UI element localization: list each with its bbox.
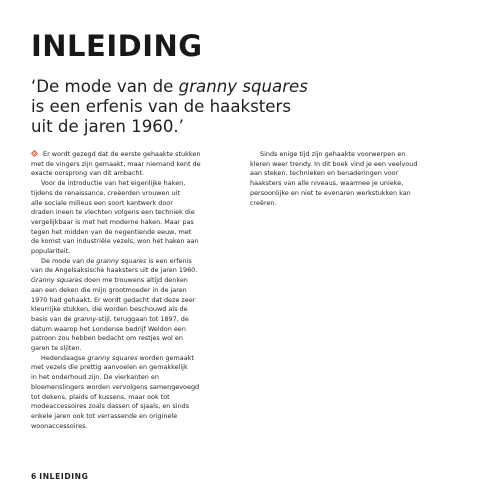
paragraph-2-line-1: Voor de introductie van het eigenlijke haken,: [41, 179, 186, 188]
paragraph-2-line-6: tegen het midden van de negentiende eeuw, met: [31, 227, 192, 236]
paragraph-3-line-8: datum waarop het Londense bedrijf Weldon een: [31, 324, 186, 333]
paragraph-3-line-1-post: is een erfenis: [146, 256, 192, 265]
right-paragraph-1-line-2: kleren weer trendy. In dit boek vind je een veelvoud: [250, 159, 418, 168]
pull-quote-line-2: is een erfenis van de haaksters: [31, 97, 291, 116]
paragraph-3-line-9: patroon zou hebben bedacht om restjes wol en: [31, 334, 183, 343]
paragraph-1-line-1: [31, 150, 231, 160]
paragraph-3-line-7-post: -stijl, teruggaan tot 1897, de: [96, 314, 189, 323]
paragraph-1-line-1-text: Er wordt gezegd dat de eerste gehaakte stukken: [43, 150, 201, 158]
pull-quote-line-3: uit de jaren 1960.’: [31, 117, 184, 136]
paragraph-4-line-3: in het onderhoud zijn. De vierkanten en: [31, 373, 159, 382]
paragraph-4-line-8: woonaccessoires.: [31, 421, 88, 430]
paragraph-4-line-4: bloemenslingers worden vervolgens samengevoegd: [31, 382, 200, 391]
page-number: 6: [31, 472, 37, 481]
paragraph-3-line-6: kleurrijke stukken, die worden beschouwd als de: [31, 305, 188, 314]
paragraph-1-line-3: exacte oorsprong van dit ambacht.: [31, 169, 145, 178]
paragraph-4-line-7: enkele jaren ook tot verrassende en originele: [31, 411, 178, 420]
paragraph-3-line-1-emphasis: granny squares: [96, 256, 147, 265]
paragraph-3-line-3-post: doen me trouwens altijd denken: [82, 276, 188, 285]
pull-quote: [31, 77, 361, 137]
paragraph-3: [31, 257, 231, 354]
paragraph-3-line-3: [31, 276, 231, 286]
paragraph-3-line-5: 1970 had gehaakt. Er wordt gedacht dat deze zeer: [31, 295, 196, 304]
paragraph-3-line-1: [31, 257, 231, 267]
paragraph-4-line-1-post: worden gemaakt: [137, 353, 194, 362]
paragraph-3-line-3-emphasis: Granny squares: [31, 276, 83, 285]
paragraph-3-line-10: garen te sljiten.: [31, 344, 82, 353]
body-column-right: [250, 150, 450, 208]
right-paragraph-1-line-3: aan steken, technieken en benaderingen voor: [250, 169, 399, 178]
body-column-left: [31, 150, 231, 431]
paragraph-2: [31, 179, 231, 257]
paragraph-4-line-1-pre: Hedendaagse: [41, 353, 88, 362]
pull-quote-line-1: [31, 77, 361, 97]
paragraph-4-line-1-emphasis: granny squares: [87, 353, 138, 362]
paragraph-1: [31, 150, 231, 179]
paragraph-2-line-5: vergelijkbaar is met het moderne haken. Maar pas: [31, 217, 194, 226]
running-section-title: INLEIDING: [39, 472, 89, 481]
page-footer: [31, 472, 88, 482]
paragraph-3-line-2: van de Angelsaksische haaksters uit de jaren 1960.: [31, 266, 198, 275]
right-paragraph-1: [250, 150, 450, 208]
paragraph-3-line-7-pre: basis van de: [31, 314, 74, 323]
pull-quote-line-1-text: ‘De mode van de: [31, 77, 179, 96]
paragraph-4: [31, 354, 231, 432]
paragraph-3-line-7: [31, 315, 231, 325]
paragraph-3-line-1-pre: De mode van de: [41, 256, 97, 265]
paragraph-4-line-5: tot dekens, plaids of kussens, maar ook tot: [31, 392, 170, 401]
paragraph-4-line-2: met vezels die prettig aanvoelen en gemakkelijk: [31, 363, 188, 372]
right-paragraph-1-line-6: creëren.: [250, 198, 277, 207]
right-paragraph-1-line-4: haaksters van alle niveaus, waarmee je unieke,: [250, 179, 404, 188]
right-paragraph-1-line-1: Sinds enige tijd zijn gehaakte voorwerpen en: [260, 150, 406, 158]
page-heading: INLEIDING: [31, 29, 203, 63]
paragraph-3-line-7-emphasis: granny: [73, 314, 97, 323]
paragraph-4-line-6: modeaccessoires zoals dassen of sjaals, en sinds: [31, 402, 190, 411]
pull-quote-line-1-emphasis: granny squares: [178, 77, 308, 96]
paragraph-4-line-1: [31, 354, 231, 364]
paragraph-1-line-2: met de vingers zijn gemaakt, maar niemand kent de: [31, 159, 201, 168]
paragraph-2-line-4: draden ineen te vlechten volgens een techniek die: [31, 208, 195, 217]
paragraph-2-line-2: tijdens de renaissance, creëerden vrouwen uit: [31, 188, 181, 197]
paragraph-2-line-7: de komst van industriële vezels, won het haken aan: [31, 237, 199, 246]
paragraph-2-line-8: populariteit.: [31, 247, 71, 256]
paragraph-3-line-4: aan een deken die mijn grootmoeder in de jaren: [31, 285, 187, 294]
right-paragraph-1-line-5: persoonlijke en niet te evenaren werkstukken kan: [250, 188, 411, 197]
paragraph-2-line-3: alle sociale milieus een soort kantwerk door: [31, 198, 173, 207]
crochet-square-icon: [31, 150, 38, 157]
